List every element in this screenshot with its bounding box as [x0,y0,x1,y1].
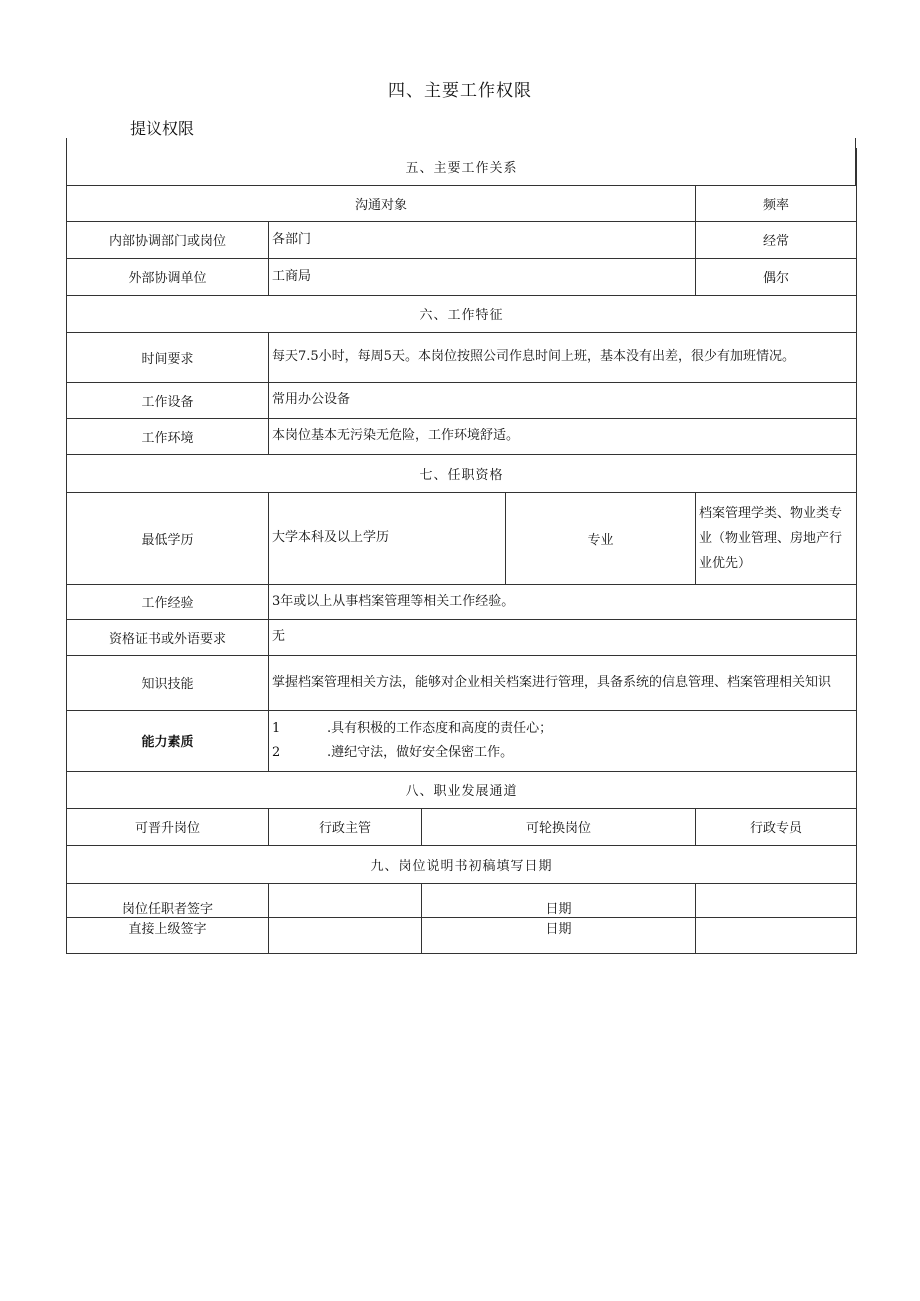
experience-value: 3年或以上从事档案管理等相关工作经验。 [269,584,857,619]
qualifications-title: 七、任职资格 [67,454,857,492]
job-description-table [66,148,857,954]
qualification-row-education [67,492,857,584]
feature-row-equipment [67,382,857,418]
feature-value: 每天7.5小时，每周5天。本岗位按照公司作息时间上班，基本没有出差，很少有加班情况。 [269,332,857,382]
relation-frequency: 经常 [696,221,857,258]
qualification-row-certificate [67,619,857,655]
date-label: 日期 [422,917,696,953]
relation-row-internal [67,221,857,258]
ability-item-text: .遵纪守法，做好安全保密工作。 [327,744,514,760]
features-title: 六、工作特征 [67,295,857,332]
relation-label: 外部协调单位 [67,258,269,295]
features-title-row [67,295,857,332]
certificate-label: 资格证书或外语要求 [67,619,269,655]
feature-label: 时间要求 [67,332,269,382]
feature-label: 工作环境 [67,418,269,454]
section-four-heading: 四、主要工作权限 [388,81,532,101]
qualification-row-ability [67,710,857,771]
ability-list [269,710,857,771]
relation-value: 各部门 [269,221,696,258]
signature-field[interactable] [269,917,422,953]
signoff-label: 直接上级签字 [67,917,269,953]
career-title-row [67,771,857,808]
certificate-value: 无 [269,619,857,655]
ability-item-text: .具有积极的工作态度和高度的责任心； [327,720,553,736]
date-field[interactable] [696,917,857,953]
signoff-row-supervisor [67,917,857,953]
qualifications-title-row [67,454,857,492]
ability-item-number: 2 [272,744,281,760]
relation-frequency: 偶尔 [696,258,857,295]
col-header-target: 沟通对象 [67,185,696,221]
rotate-label: 可轮换岗位 [422,808,696,845]
ability-item [272,741,853,765]
signoff-title-row [67,845,857,883]
education-value: 大学本科及以上学历 [269,492,506,584]
promote-value: 行政主管 [269,808,422,845]
qualification-row-skills [67,655,857,710]
ability-item-number: 1 [272,720,281,736]
relation-label: 内部协调部门或岗位 [67,221,269,258]
relations-header-row [67,185,857,221]
col-header-frequency: 频率 [696,185,857,221]
authority-item: 提议权限 [130,119,195,138]
date-field[interactable] [696,883,857,917]
relations-title: 五、主要工作关系 [67,148,857,185]
feature-value: 常用办公设备 [269,382,857,418]
relation-row-external [67,258,857,295]
promote-label: 可晋升岗位 [67,808,269,845]
education-label: 最低学历 [67,492,269,584]
qualification-row-experience [67,584,857,619]
ability-item [272,717,853,741]
skills-value: 掌握档案管理相关方法，能够对企业相关档案进行管理，具备系统的信息管理、档案管理相关知识 [269,655,857,710]
career-title: 八、职业发展通道 [67,771,857,808]
feature-value: 本岗位基本无污染无危险，工作环境舒适。 [269,418,857,454]
relations-title-row [67,148,857,185]
feature-label: 工作设备 [67,382,269,418]
career-row [67,808,857,845]
signoff-label: 岗位任职者签字 [67,883,269,917]
rotate-value: 行政专员 [696,808,857,845]
ability-label: 能力素质 [67,710,269,771]
feature-row-environment [67,418,857,454]
feature-row-time [67,332,857,382]
signoff-title: 九、岗位说明书初稿填写日期 [67,845,857,883]
signature-field[interactable] [269,883,422,917]
experience-label: 工作经验 [67,584,269,619]
major-value: 档案管理学类、物业类专业（物业管理、房地产行业优先） [696,492,857,584]
signoff-row-incumbent [67,883,857,917]
relation-value: 工商局 [269,258,696,295]
skills-label: 知识技能 [67,655,269,710]
date-label: 日期 [422,883,696,917]
major-label: 专业 [506,492,696,584]
